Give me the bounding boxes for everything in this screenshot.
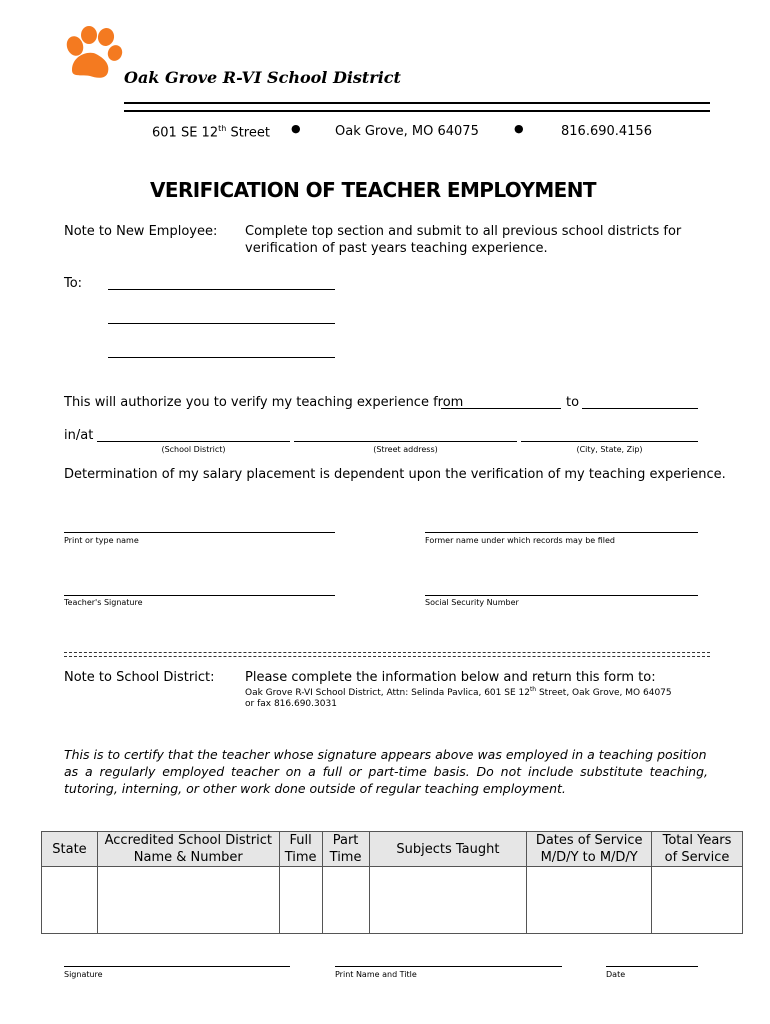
phone-number: 816.690.4156 [561,124,652,139]
in-at-label: in/at [64,428,94,443]
former-name-label: Former name under which records may be filed [425,536,615,545]
certify-line-2: as a regularly employed teacher on a full or part-time basis. Do not include substitute teaching, [64,764,708,779]
salary-text: Determination of my salary placement is dependent upon the verification of my teaching experience. [64,467,726,482]
col-state: State [42,832,98,867]
street-address-line[interactable] [294,441,517,442]
teacher-signature-label: Teacher's Signature [64,598,143,607]
cell-school-district[interactable] [97,867,279,934]
table-header-row [42,832,743,867]
print-name-title-line[interactable] [335,966,562,967]
district-note-text: Please complete the information below and return this form to: [245,670,656,685]
certify-line-3: tutoring, interning, or other work done outside of regular teaching employment. [64,781,566,796]
cell-part-time[interactable] [322,867,369,934]
city-state-zip-caption: (City, State, Zip) [576,445,643,454]
return-address-line-1: Oak Grove R-VI School District, Attn: Selinda Pavlica, 601 SE 12th Street, Oak Grove, MO 64075 [245,686,672,698]
employee-note-text-2: verification of past years teaching experience. [245,241,548,256]
employee-note-text-1: Complete top section and submit to all previous school districts for [245,224,682,239]
cell-full-time[interactable] [279,867,322,934]
date-label: Date [606,970,626,979]
district-signature-line[interactable] [64,966,290,967]
cell-dates[interactable] [527,867,652,934]
bullet-1: ● [291,122,301,135]
form-title: VERIFICATION OF TEACHER EMPLOYMENT [150,178,596,202]
table-row [42,867,743,934]
city-state-zip-line[interactable] [521,441,698,442]
col-dates: Dates of Service M/D/Y to M/D/Y [527,832,652,867]
experience-from-line[interactable] [441,408,561,409]
col-full-time: Full Time [279,832,322,867]
former-name-line[interactable] [425,532,698,533]
col-school-district: Accredited School District Name & Number [97,832,279,867]
employee-note-label: Note to New Employee: [64,224,218,239]
district-name: Oak Grove R-VI School District [124,68,401,87]
col-subjects: Subjects Taught [369,832,527,867]
print-name-title-label: Print Name and Title [335,970,417,979]
address-street: 601 SE 12th Street [152,124,270,141]
date-line[interactable] [606,966,698,967]
col-total-years: Total Years of Service [652,832,743,867]
street-address-caption: (Street address) [373,445,438,454]
employment-table [41,831,743,934]
district-note-label: Note to School District: [64,670,215,685]
col-part-time: Part Time [322,832,369,867]
to-line-3[interactable] [108,357,335,358]
to-text: to [566,395,580,410]
cell-subjects[interactable] [369,867,527,934]
ssn-label: Social Security Number [425,598,519,607]
city-state-zip: Oak Grove, MO 64075 [335,124,479,139]
school-district-line[interactable] [97,441,290,442]
header-rule [124,102,710,112]
print-name-label: Print or type name [64,536,139,545]
ssn-line[interactable] [425,595,698,596]
school-district-caption: (School District) [161,445,226,454]
authorize-text: This will authorize you to verify my teaching experience from [64,395,464,410]
experience-to-line[interactable] [582,408,698,409]
cell-state[interactable] [42,867,98,934]
print-name-line[interactable] [64,532,335,533]
return-address-line-2: or fax 816.690.3031 [245,699,337,709]
paw-logo [62,26,124,82]
certify-statement [64,746,708,797]
bullet-2: ● [514,122,524,135]
to-line-1[interactable] [108,289,335,290]
section-divider [64,652,710,657]
district-signature-label: Signature [64,970,103,979]
certify-line-1: This is to certify that the teacher whose signature appears above was employed in a teaching position [64,747,707,762]
to-label: To: [64,276,83,291]
to-line-2[interactable] [108,323,335,324]
teacher-signature-line[interactable] [64,595,335,596]
cell-total-years[interactable] [652,867,743,934]
